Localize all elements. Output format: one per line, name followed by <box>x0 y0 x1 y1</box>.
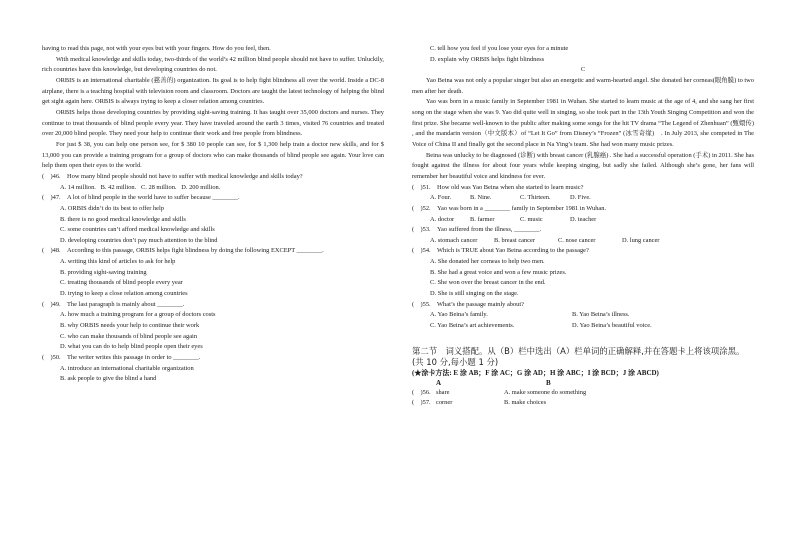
passage-paragraph: ORBIS is an international charitable (慈善的) organization. Its goal is to help fight blindness all over the world. Inside a DC-8 airplane, there is a teaching hospital with television room and classroom. Doctors are taught the latest technology of helping the blind get sight again here. ORBIS is always trying to keep a closer relation among countries. <box>42 76 384 106</box>
option: D. Five. <box>570 194 591 202</box>
options-55-row1 <box>412 310 754 321</box>
column-b-header: B <box>546 378 551 387</box>
match-number: ( )57. <box>412 399 431 407</box>
match-definition: A. make someone do something <box>504 388 587 396</box>
option: B. why ORBIS needs your help to continue their work <box>60 322 200 330</box>
option: D. 200 million. <box>181 183 221 191</box>
question-48: ( )48. According to this passage, ORBIS helps fight blindness by doing the following EXCEPT ________. <box>42 247 324 255</box>
question-47: ( )47. A lot of blind people in the world have to suffer because ________. <box>42 194 240 202</box>
passage-paragraph: Yao was born in a music family in September 1981 in Wuhan. She started to learn music at the age of 4, and she sang her first song on the stage when she was 9. Yao did quite well in singing, so she took part in the 13th Youth Singing Competition and won the first prize. She became well-known to the public after making some songs for the hit TV drama “The Legend of Zhenhuan” (甄嬛传) , and the mandarin version（中文版本）of “Let It Go” from Disney’s “Frozen” (冰雪奇缘) . In July 2013, she competed in The Voice of China II and finally got the second place in Na Ying’s team. She had won many music prizes. <box>412 98 754 148</box>
option: B. ask people to give the blind a hand <box>60 375 157 383</box>
passage-paragraph: ORBIS helps those developing countries by providing sight-saving training. It has taught over 35,000 doctors and nurses. They continue to treat thousands of blind people every year. They have traveled around the earth 3 times, visited 76 countries and treated over 20,000 blind people. They need your help to continue their work and free people from blindness. <box>42 108 384 138</box>
option: D. lung cancer <box>622 236 660 244</box>
options-51 <box>412 193 754 204</box>
option: B. She had a great voice and won a few music prizes. <box>430 268 567 276</box>
passage-paragraph: Yao Beina was not only a popular singer but also an energetic and warm-hearted angel. She donated her corneas(眼角膜) to two men after her death. <box>412 76 754 95</box>
option: A. introduce an international charitable organization <box>60 364 194 372</box>
fill-rule: (★涂卡方法: E 涂 AB；F 涂 AC；G 涂 AD；H 涂 ABC；I 涂 BCD；J 涂 ABCD) <box>412 368 659 377</box>
question-55: ( )55. What’s the passage mainly about? <box>412 300 524 308</box>
option: D. developing countries don’t pay much attention to the blind <box>60 236 218 244</box>
options-55-row2 <box>412 321 754 332</box>
option: D. She is still singing on the stage. <box>430 290 519 298</box>
option: B. Yao Beina’s illness. <box>572 311 630 319</box>
option: A. Yao Beina’s family. <box>430 311 488 319</box>
option: D. trying to keep a close relation among countries <box>60 290 188 298</box>
passage-line: having to read this page, not with your eyes but with your fingers. How do you feel, then. <box>42 45 271 52</box>
option: D. what you can do to help blind people open their eyes <box>60 343 203 351</box>
option: C. Yao Beina’s art achievements. <box>430 322 515 330</box>
question-53: ( )53. Yao suffered from the illness, ________. <box>412 226 542 234</box>
option: C. tell how you feel if you lose your eyes for a minute <box>430 45 569 52</box>
option: B. Nine. <box>470 194 492 202</box>
option: B. there is no good medical knowledge and skills <box>60 215 186 223</box>
option: A. ORBIS didn’t do its best to offer help <box>60 204 164 212</box>
option: B. breast cancer <box>494 236 535 244</box>
left-column <box>42 44 384 385</box>
option: C. who can make thousands of blind people see again <box>60 332 198 340</box>
option: C. She won over the breast cancer in the end. <box>430 279 546 287</box>
option: C. nose cancer <box>558 236 596 244</box>
option: A. writing this kind of articles to ask for help <box>60 258 176 266</box>
match-word: corner <box>436 399 453 407</box>
option: C. music <box>520 215 543 223</box>
column-a-header: A <box>436 378 442 387</box>
section-title: 第二节 词义搭配。从（B）栏中选出（A）栏单词的正确解释,并在答题卡上将该项涂黑。(共 10 分,每小题 1 分) <box>412 345 745 367</box>
option: A. doctor <box>430 215 455 223</box>
passage-label: C <box>580 66 586 74</box>
option: C. Thirteen. <box>520 194 551 202</box>
right-column <box>412 44 754 409</box>
options-46 <box>42 183 384 194</box>
option: B. 42 million. <box>100 183 137 191</box>
passage-paragraph: With medical knowledge and skills today, two-thirds of the world’s 42 million blind people should not have to suffer. Unluckily, rich countries have this knowledge, but developing countries do not. <box>42 55 384 74</box>
match-row <box>412 398 754 409</box>
match-definition: B. make choices <box>504 399 547 407</box>
options-52 <box>412 215 754 226</box>
question-52: ( )52. Yao was born in a ________ family in September 1981 in Wuhan. <box>412 204 607 212</box>
match-row <box>412 388 754 399</box>
question-54: ( )54. Which is TRUE about Yao Beina according to the passage? <box>412 247 589 255</box>
option: B. providing sight-saving training <box>60 268 147 276</box>
question-50: ( )50. The writer writes this passage in order to ________. <box>42 354 201 362</box>
option: B. farmer <box>470 215 495 223</box>
option: A. how much a training program for a group of doctors costs <box>60 311 216 319</box>
question-49: ( )49. The last paragraph is mainly about ________. <box>42 300 185 308</box>
option: D. teacher <box>570 215 597 223</box>
column-headers <box>412 378 754 388</box>
option: D. Yao Beina’s beautiful voice. <box>572 322 652 330</box>
option: A. 14 million. <box>60 183 96 191</box>
passage-paragraph: For just $ 38, you can help one person see, for $ 380 10 people can see, for $ 1,300 help train a doctor new skills, and for $ 13,000 you can provide a training program for a group of doctors who can make thousands of blind people see again. Your love can help them open their eyes to the world. <box>42 140 384 170</box>
passage-paragraph: Beina was unlucky to be diagnosed (诊断) with breast cancer (乳腺癌) . She had a successful operation (手术) in 2011. She has fought against the illness for about four years while keeping singing, but sadly she failed. Although she’s gone, her fans will remember her beautiful voice and kindness for ever. <box>412 151 754 180</box>
match-number: ( )56. <box>412 388 431 396</box>
match-word: share <box>436 388 450 396</box>
question-51: ( )51. How old was Yao Beina when she started to learn music? <box>412 183 584 191</box>
option: A. She donated her corneas to help two men. <box>430 258 545 266</box>
option: D. explain why ORBIS helps fight blindness <box>430 55 545 63</box>
question-46: ( )46. How many blind people should not have to suffer with medical knowledge and skills today? <box>42 172 303 180</box>
option: A. Four. <box>430 194 452 202</box>
options-53 <box>412 236 754 247</box>
option: C. some countries can’t afford medical knowledge and skills <box>60 226 215 234</box>
option: A. stomach cancer <box>430 236 478 244</box>
option: C. treating thousands of blind people every year <box>60 279 183 287</box>
option: C. 28 million. <box>140 183 177 191</box>
